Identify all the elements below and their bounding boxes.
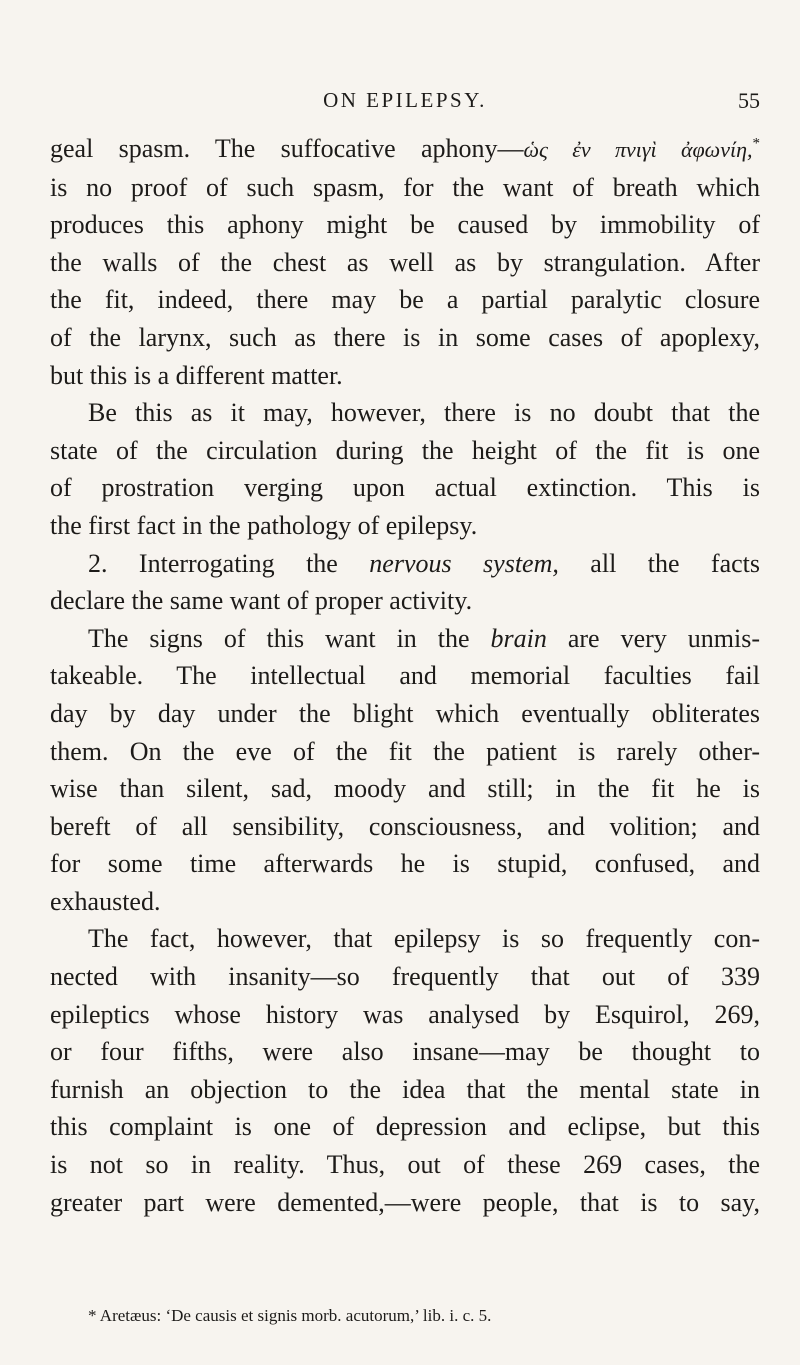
text-line: The fact, however, that epilepsy is so frequently con-: [88, 924, 760, 954]
text-line: for some time afterwards he is stupid, confused, and: [50, 849, 760, 879]
text-line: the fit, indeed, there may be a partial paralytic closure: [50, 285, 760, 315]
text-line: them. On the eve of the fit the patient is rarely other-: [50, 736, 760, 766]
text-line: furnish an objection to the idea that the mental state in: [50, 1074, 760, 1104]
page-number: 55: [738, 88, 760, 113]
text-span: The signs of this want in the: [88, 623, 491, 653]
text-span: are very unmis-: [546, 623, 760, 653]
text-line: day by day under the blight which eventually obliterates: [50, 698, 760, 728]
text-line: greater part were demented,—were people, that is to say,: [50, 1187, 760, 1217]
text-line: wise than silent, sad, moody and still; in the fit he is: [50, 774, 760, 804]
text-span: geal spasm. The suffocative aphony—: [50, 134, 524, 163]
emphasis: brain: [490, 623, 547, 653]
text-line: declare the same want of proper activity.: [50, 586, 473, 616]
text-line: [50, 130, 760, 169]
text-line: is not so in reality. Thus, out of these 269 cases, the: [50, 1150, 760, 1180]
text-line: is no proof of such spasm, for the want of breath which: [50, 172, 760, 202]
text-span: 2. Interrogating the: [88, 548, 370, 578]
text-line: [50, 620, 760, 658]
emphasis: nervous system,: [369, 548, 559, 578]
text-line: Be this as it may, however, there is no doubt that the: [88, 398, 760, 428]
text-line: nected with insanity—so frequently that out of 339: [50, 962, 760, 992]
text-line: of the larynx, such as there is in some cases of apoplexy,: [50, 322, 760, 352]
text-line: [50, 545, 760, 583]
footnote: * Aretæus: ‘De causis et signis morb. acutorum,’ lib. i. c. 5.: [88, 1306, 492, 1325]
text-line: the first fact in the pathology of epilepsy.: [50, 510, 478, 540]
text-line: of prostration verging upon actual extinction. This is: [50, 473, 760, 503]
footnote-marker: *: [752, 135, 760, 152]
text-line: produces this aphony might be caused by immobility of: [50, 210, 760, 240]
running-head: ON EPILEPSY.: [323, 88, 487, 112]
text-span: all the facts: [558, 548, 760, 578]
text-line: but this is a different matter.: [50, 360, 343, 390]
page-header: [50, 88, 760, 118]
text-line: takeable. The intellectual and memorial faculties fail: [50, 661, 760, 691]
text-line: state of the circulation during the height of the fit is one: [50, 435, 760, 465]
text-line: bereft of all sensibility, consciousness, and volition; and: [50, 811, 760, 841]
text-line: or four fifths, were also insane—may be thought to: [50, 1037, 760, 1067]
text-line: exhausted.: [50, 886, 161, 916]
text-line: the walls of the chest as well as by strangulation. After: [50, 247, 760, 277]
body-text: [50, 130, 760, 1221]
greek-quotation: ὡς ἐν πνιγὶ ἀφωνίη,: [523, 137, 753, 162]
text-line: epileptics whose history was analysed by Esquirol, 269,: [50, 999, 760, 1029]
text-line: this complaint is one of depression and eclipse, but this: [50, 1112, 760, 1142]
